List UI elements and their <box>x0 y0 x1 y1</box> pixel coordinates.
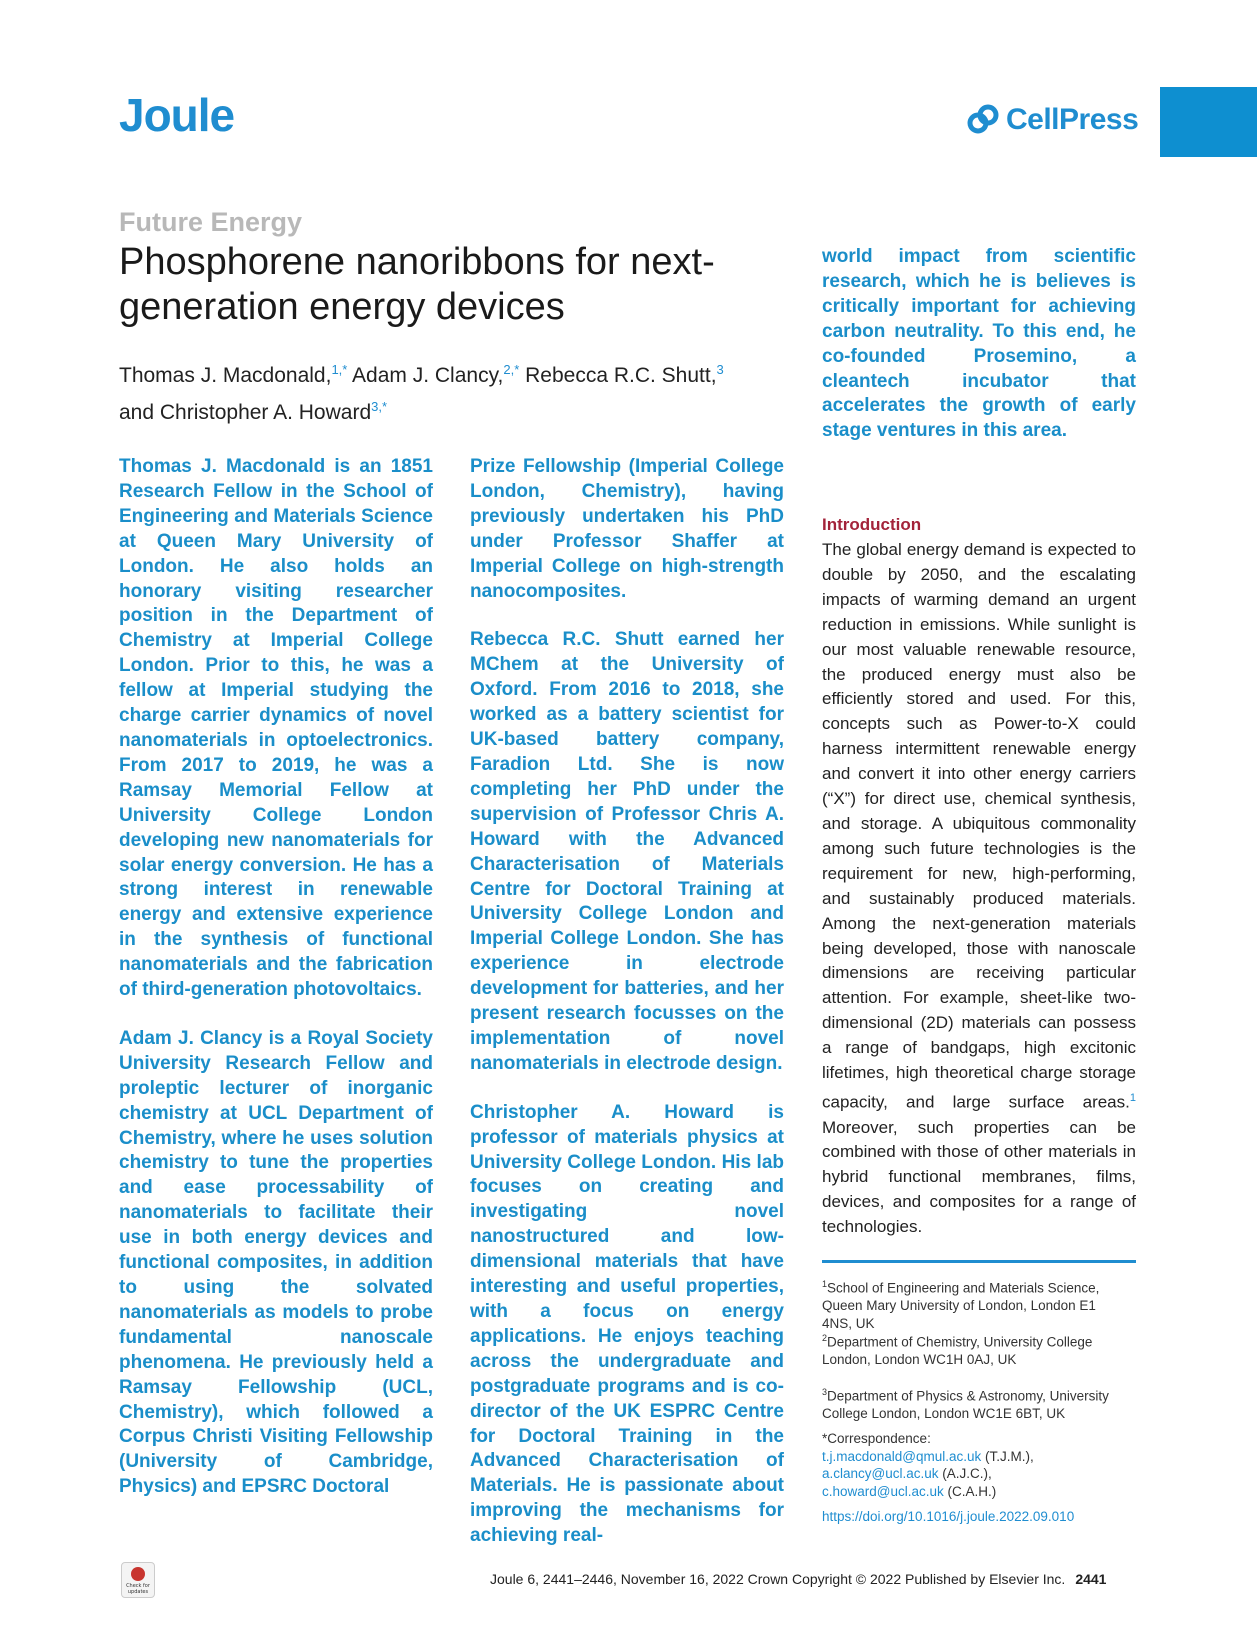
affiliation-1 <box>822 1276 1122 1332</box>
bio-shutt: Rebecca R.C. Shutt earned her MChem at the University of Oxford. From 2016 to 2018, she worked as a battery scientist for UK-based battery company, Faradion Ltd. She is now completing her PhD under the supervision of Professor Chris A. Howard with the Advanced Characterisation of Materials Centre for Doctoral Training at University College London and Imperial College London. She has experience in electrode development for batteries, and her present research focusses on the implementation of novel nanomaterials in electrode design. <box>470 629 784 1074</box>
email-initials: (C.A.H.) <box>943 1483 997 1499</box>
affiliation-sup: 1 <box>822 1279 828 1289</box>
check-updates-label: Check for updates <box>126 1583 150 1595</box>
email-link[interactable]: c.howard@ucl.ac.uk <box>822 1483 944 1499</box>
article-section-label: Future Energy <box>119 207 303 237</box>
bio-clancy-part-1: Adam J. Clancy is a Royal Society University Research Fellow and proleptic lecturer of inorganic chemistry at UCL Department of Chemistry, where he uses solution chemistry to tune the properties and ease processability of nanomaterials to facilitate their use in both energy devices and functional composites, in addition to using the solvated nanomaterials as models to probe fundamental nanoscale phenomena. He previously held a Ramsay Fellowship (UCL, Chemistry), which followed a Corpus Christi Visiting Fellowship (University of Cambridge, Physics) and EPSRC Doctoral <box>119 1027 433 1498</box>
page-number: 2441 <box>1075 1571 1107 1587</box>
header-color-tab <box>1160 87 1257 157</box>
affiliation-divider <box>822 1260 1136 1263</box>
bio-clancy-part-2: Prize Fellowship (Imperial College London, Chemistry), having previously undertaken his PhD under Professor Shaffer at Imperial College on high-strength nanocomposites. <box>470 456 784 602</box>
introduction-body <box>822 538 1136 1240</box>
author-name: Rebecca R.C. Shutt, <box>525 364 717 387</box>
email-link[interactable]: a.clancy@ucl.ac.uk <box>822 1466 939 1481</box>
bio-howard-part-2: world impact from scientific research, which he is believes is critically important for achieving carbon neutrality. To this end, he co-founded Prosemino, a cleantech incubator that accelerates the growth of early stage ventures in this area. <box>822 246 1136 442</box>
email-link[interactable]: t.j.macdonald@qmul.ac.uk <box>822 1448 982 1464</box>
correspondence-label: *Correspondence: <box>822 1431 931 1446</box>
author-affiliation-sup[interactable]: 3,* <box>371 399 388 414</box>
affiliation-2 <box>822 1330 1122 1369</box>
bio-column-1 <box>119 455 433 1524</box>
introduction-text: The global energy demand is expected to double by 2050, and the escalating impacts of warming demand an urgent reduction in emissions. While sunlight is our most valuable renewable resource, the produced energy must also be efficiently stored and used. For this, concepts such as Power-to-X could harness intermittent renewable energy and convert it into other energy carriers (“X”) for direct use, chemical synthesis, and storage. A ubiquitous commonality among such future technologies is the requirement for new, high-performing, and sustainably produced materials. Among the next-generation materials being developed, those with nanoscale dimensions are receiving particular attention. For example, sheet-like two-dimensional (2D) materials can possess a range of bandgaps, high excitonic lifetimes, high theoretical charge storage capacity, and large surface areas. <box>822 540 1136 1112</box>
doi-link[interactable]: https://doi.org/10.1016/j.joule.2022.09.010 <box>822 1509 1075 1524</box>
affiliation-sup: 2 <box>822 1333 828 1343</box>
publisher-logo[interactable] <box>966 103 1138 137</box>
email-initials: (A.J.C.), <box>938 1466 992 1481</box>
author-list <box>119 354 799 428</box>
bio-howard-part-1: Christopher A. Howard is professor of materials physics at University College London. His lab focuses on creating and investigating novel nanostructured and low-dimensional materials that have interesting and useful properties, with a focus on energy applications. He enjoys teaching across the undergraduate and postgraduate programs and is co-director of the UK ESPRC Centre for Doctoral Training in the Advanced Characterisation of Materials. He is passionate about improving the mechanisms for achieving real- <box>470 1101 784 1547</box>
affiliation-text: Department of Chemistry, University College London, London WC1H 0AJ, UK <box>822 1334 1093 1367</box>
reference-link[interactable]: 1 <box>1129 1091 1136 1104</box>
author-name: Adam J. Clancy, <box>352 364 504 387</box>
author-name: Thomas J. Macdonald, <box>119 364 332 387</box>
author-affiliation-sup[interactable]: 1,* <box>331 362 348 377</box>
email-initials: (T.J.M.), <box>981 1448 1034 1464</box>
publisher-name: CellPress <box>1006 103 1139 136</box>
affiliation-sup: 3 <box>822 1387 828 1397</box>
bio-column-3 <box>822 245 1136 468</box>
check-updates-icon <box>131 1567 145 1581</box>
footer-citation <box>490 1571 1106 1587</box>
check-for-updates-badge[interactable] <box>121 1562 155 1598</box>
article-title: Phosphorene nanoribbons for next-generation energy devices <box>119 241 715 328</box>
bio-macdonald: Thomas J. Macdonald is an 1851 Research Fellow in the School of Engineering and Materials Science at Queen Mary University of London. He also holds an honorary visiting researcher position in the Department of Chemistry at Imperial College London. Prior to this, he was a fellow at Imperial studying the charge carrier dynamics of novel nanomaterials in optoelectronics. From 2017 to 2019, he was a Ramsay Memorial Fellow at University College London developing new nanomaterials for solar energy conversion. He has a strong interest in renewable energy and extensive experience in the synthesis of functional nanomaterials and the fabrication of third-generation photovoltaics. <box>119 456 433 1001</box>
author-affiliation-sup[interactable]: 2,* <box>503 362 520 377</box>
citation-text: Joule 6, 2441–2446, November 16, 2022 Crown Copyright © 2022 Published by Elsevier Inc. <box>490 1571 1066 1587</box>
affiliation-text: Department of Physics & Astronomy, University College London, London WC1E 6BT, UK <box>822 1388 1109 1421</box>
affiliation-text: School of Engineering and Materials Science, Queen Mary University of London, London E1 4NS, UK <box>822 1280 1100 1331</box>
bio-column-2 <box>470 455 784 1573</box>
author-name: and Christopher A. Howard <box>119 401 372 424</box>
author-affiliation-sup[interactable]: 3 <box>716 362 724 377</box>
affiliation-3 <box>822 1384 1122 1423</box>
introduction-heading: Introduction <box>822 515 922 534</box>
introduction-text-continued: Moreover, such properties can be combined with those of other materials in hybrid functional membranes, films, devices, and composites for a range of technologies. <box>822 1117 1136 1237</box>
correspondence-block <box>822 1430 1122 1526</box>
cellpress-icon <box>966 103 1000 137</box>
journal-logo[interactable]: Joule <box>119 89 235 141</box>
